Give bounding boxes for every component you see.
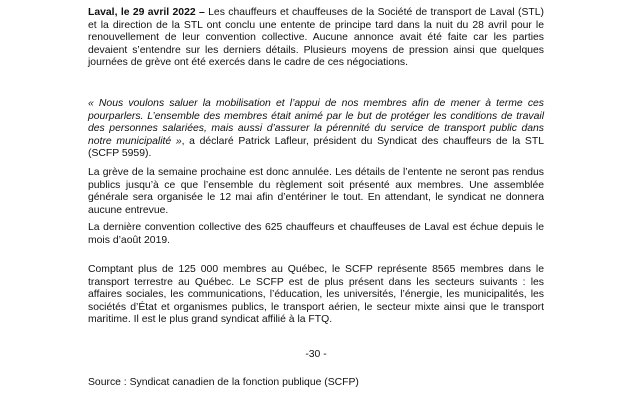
dateline: Laval, le 29 avril 2022 – [88, 7, 205, 18]
paragraph-strike-cancelled: La grève de la semaine prochaine est donc annulée. Les détails de l’entente ne seront pas rendus publics jusqu’à ce que l’ensemble du règlement soit présenté aux membres. Une assemblée générale sera organisée le 12 mai afin d’entériner le tout. En attendant, le syndicat ne donnera aucune entrevue. [88, 167, 544, 216]
end-marker: -30 - [305, 349, 327, 360]
intro-text: Les chauffeurs et chauffeuses de la Société de transport de Laval (STL) et la direction de la STL ont conclu une entente de principe tard dans la nuit du 28 avril pour le renouvellement de leur convention collective. Aucune annonce avait été faite car les parties devaient s’entendre sur les derniers détails. Plusieurs moyens de pression ainsi que quelques journées de grève ont été exercés dans le cadre de ces négociations. [88, 7, 544, 69]
paragraph-intro [88, 7, 544, 70]
quote-attribution: , a déclaré Patrick Lafleur, président du Syndicat des chauffeurs de la STL (SCFP 5959). [88, 135, 544, 160]
quote-text: « Nous voulons saluer la mobilisation et l’appui de nos membres afin de mener à terme ces pourparlers. L’ensemble des membres était animé par le but de protéger les conditions de travail des personnes salariées, mais aussi d’assurer la pérennité du service de transport public dans notre municipalité » [88, 98, 544, 147]
paragraph-scfp-profile: Comptant plus de 125 000 membres au Québec, le SCFP représente 8565 membres dans le transport terrestre au Québec. Le SCFP est de plus présent dans les secteurs suivants : les affaires sociales, les communications, l’éducation, les universités, l’énergie, les municipalités, les sociétés d’État et organismes publics, le transport aérien, le secteur mixte ainsi que le transport maritime. Il est le plus grand syndicat affilié à la FTQ. [88, 264, 544, 326]
paragraph-last-agreement: La dernière convention collective des 625 chauffeurs et chauffeuses de Laval est échue depuis le mois d’août 2019. [88, 222, 544, 246]
source-line: Source : Syndicat canadien de la fonction publique (SCFP) [88, 377, 359, 388]
paragraph-quote [88, 98, 544, 161]
